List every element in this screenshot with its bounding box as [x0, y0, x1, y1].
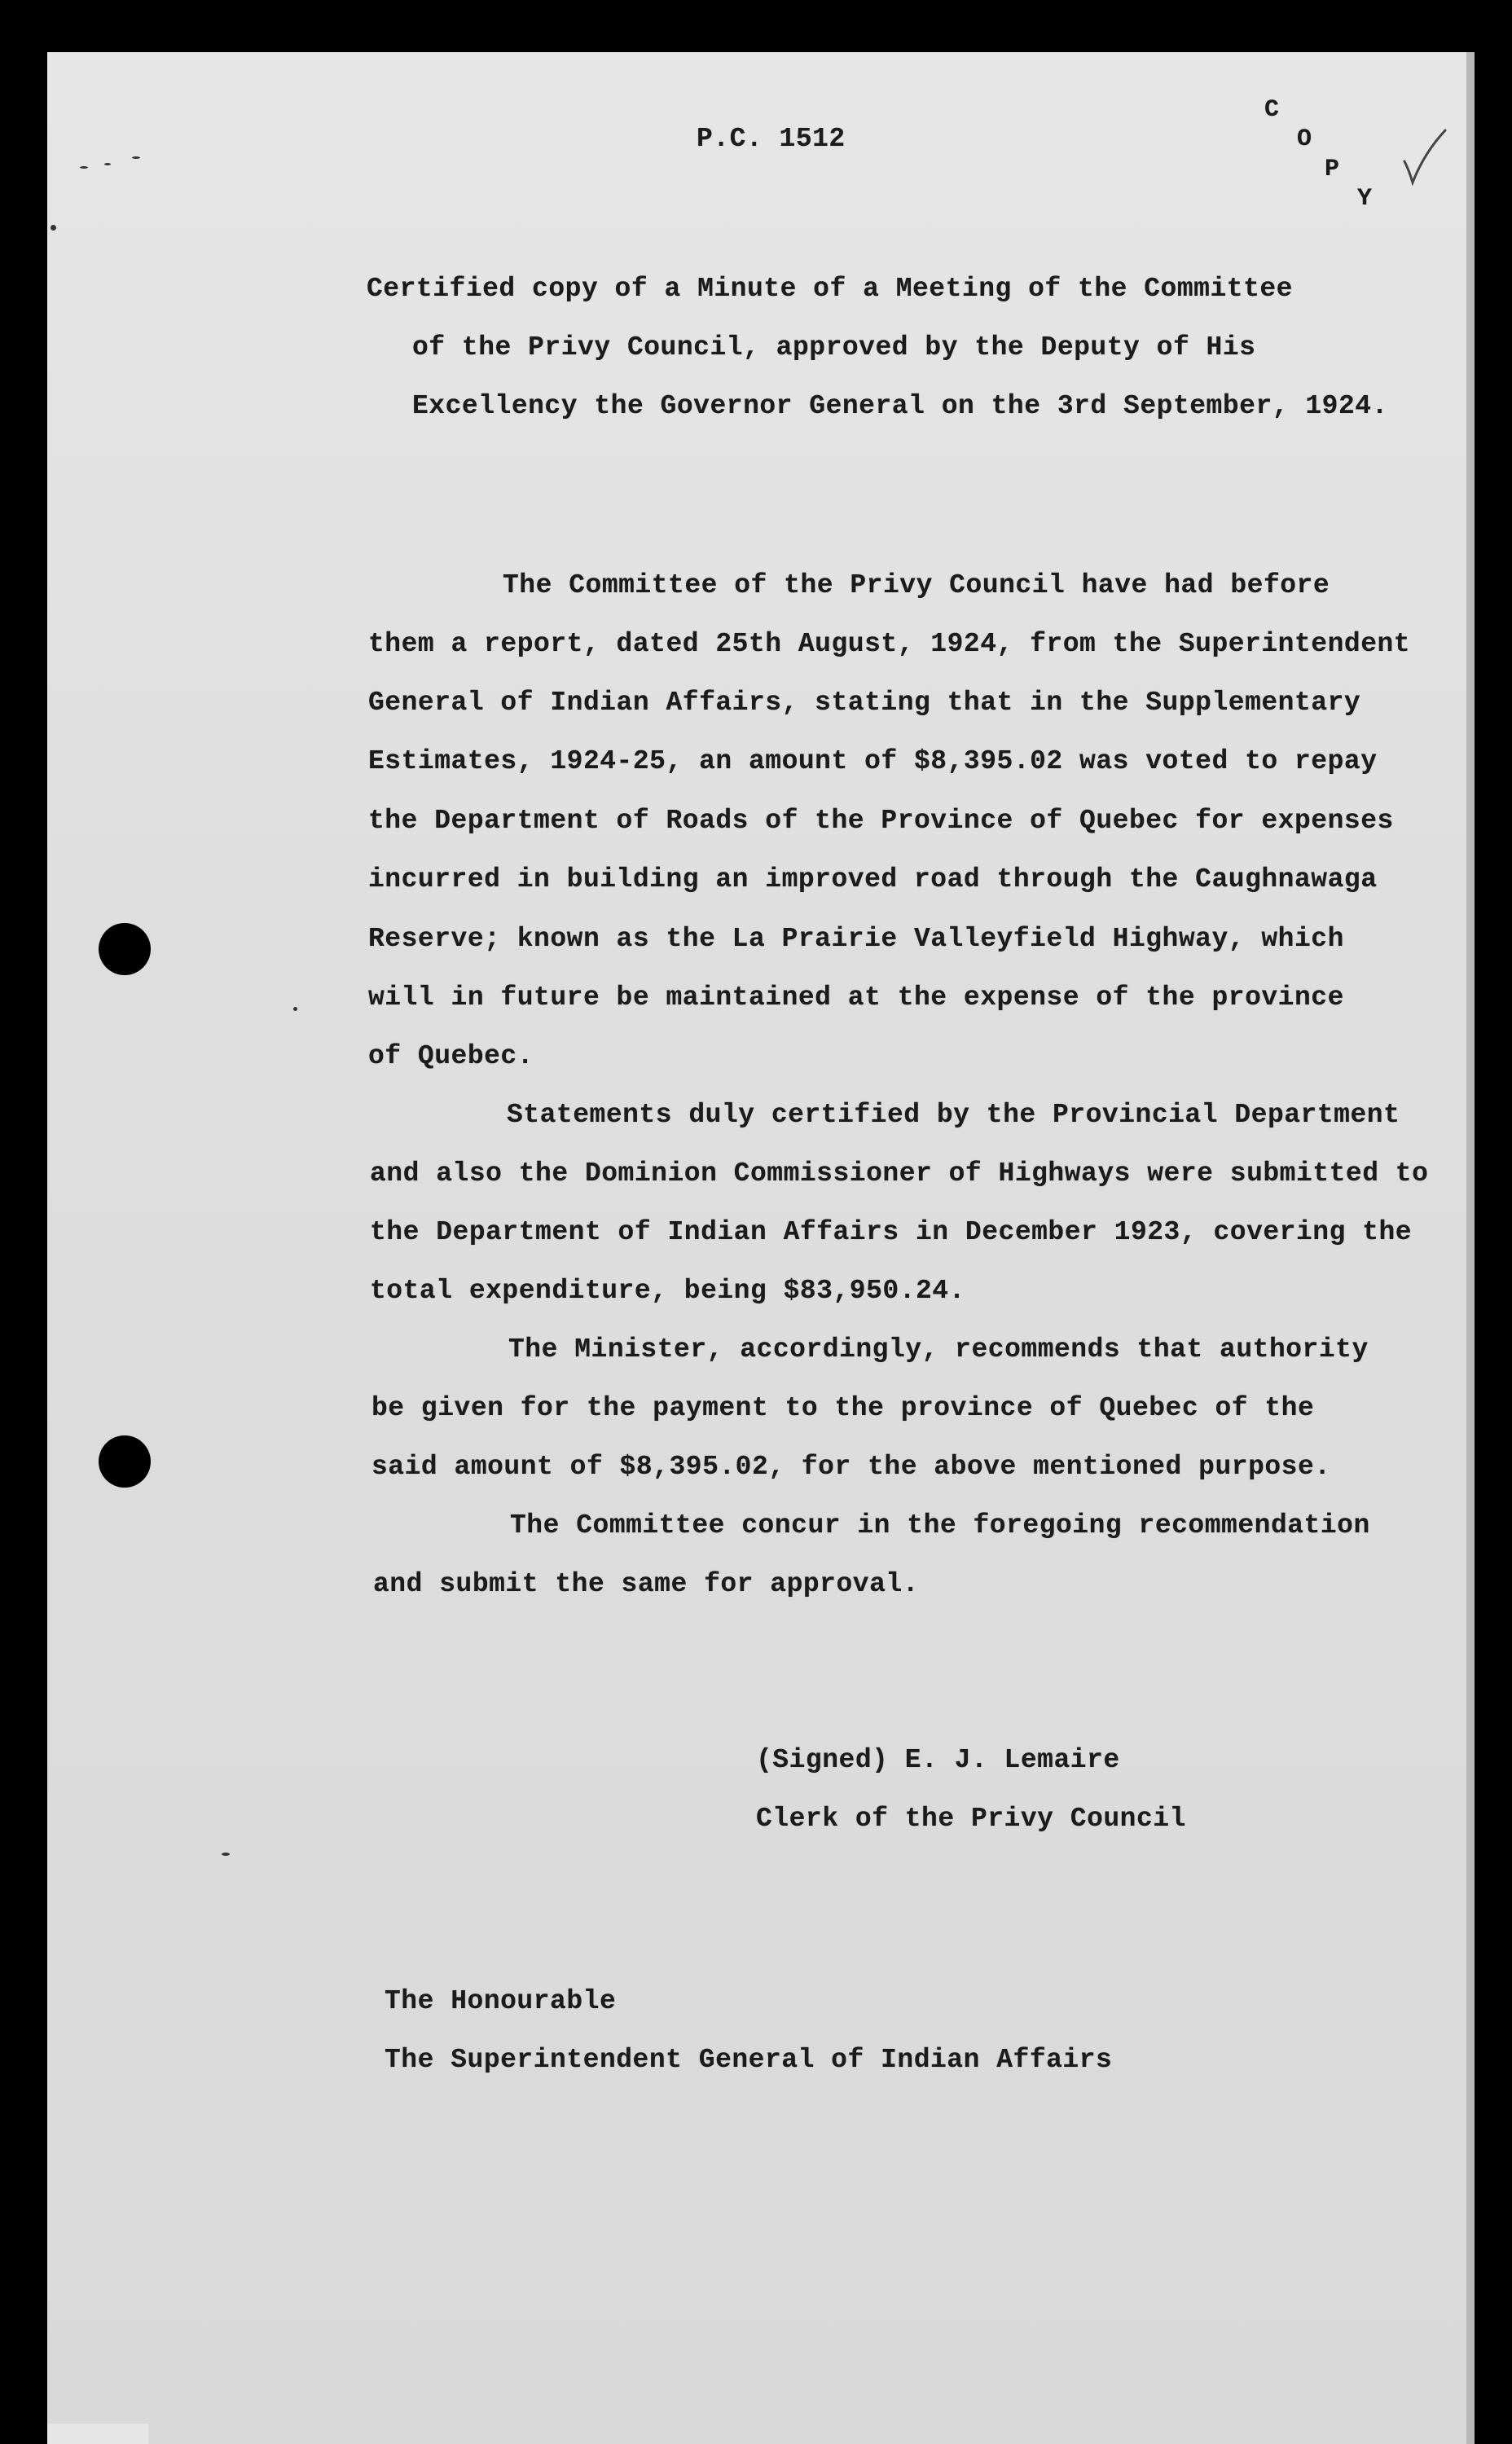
signatory-title: Clerk of the Privy Council — [756, 1804, 1186, 1834]
copy-stamp-letter: Y — [1357, 185, 1373, 213]
stray-mark — [293, 1007, 297, 1011]
minute-title-line: Certified copy of a Minute of a Meeting of the Committee — [367, 274, 1293, 304]
body-line: General of Indian Affairs, stating that in the Supplementary — [368, 688, 1361, 718]
body-line: Reserve; known as the La Prairie Valleyfield Highway, which — [368, 924, 1344, 954]
body-line: will in future be maintained at the expense of the province — [368, 982, 1344, 1013]
body-line: The Committee of the Privy Council have had before — [503, 570, 1330, 600]
body-line: of Quebec. — [368, 1041, 534, 1071]
minute-title-line: Excellency the Governor General on the 3rd September, 1924. — [412, 391, 1388, 421]
punch-hole — [99, 1435, 151, 1488]
signature-line: (Signed) E. J. Lemaire — [756, 1745, 1120, 1775]
stray-mark — [222, 1853, 230, 1856]
copy-stamp-letter: C — [1264, 96, 1280, 124]
page-corner-tab — [47, 2424, 148, 2444]
addressee-recipient: The Superintendent General of Indian Affairs — [385, 2045, 1113, 2075]
checkmark-icon — [1400, 129, 1448, 186]
body-line: Statements duly certified by the Provincial Department — [507, 1100, 1400, 1130]
stray-mark — [51, 225, 56, 231]
punch-hole — [99, 923, 151, 975]
body-line: and also the Dominion Commissioner of Highways were submitted to — [370, 1158, 1429, 1189]
addressee-salutation: The Honourable — [385, 1986, 617, 2016]
body-line: them a report, dated 25th August, 1924, from the Superintendent — [368, 629, 1411, 659]
body-line: be given for the payment to the province of Quebec of the — [371, 1393, 1315, 1423]
copy-stamp-letter: O — [1297, 125, 1312, 153]
minute-title-line: of the Privy Council, approved by the Deputy of His — [412, 332, 1256, 363]
body-line: The Committee concur in the foregoing recommendation — [510, 1510, 1370, 1541]
body-line: Estimates, 1924-25, an amount of $8,395.02 was voted to repay — [368, 746, 1378, 776]
body-line: The Minister, accordingly, recommends that authority — [508, 1334, 1369, 1365]
stray-mark — [104, 163, 111, 165]
body-line: the Department of Indian Affairs in December 1923, covering the — [370, 1217, 1413, 1247]
pc-reference-number: P.C. 1512 — [697, 124, 846, 154]
body-line: and submit the same for approval. — [373, 1569, 920, 1599]
copy-stamp-letter: P — [1325, 156, 1340, 183]
body-line: total expenditure, being $83,950.24. — [370, 1276, 965, 1306]
document-page — [47, 52, 1475, 2444]
body-line: the Department of Roads of the Province of Quebec for expenses — [368, 806, 1394, 836]
stray-mark — [132, 156, 140, 159]
stray-mark — [80, 166, 88, 169]
body-line: said amount of $8,395.02, for the above mentioned purpose. — [371, 1452, 1331, 1482]
body-line: incurred in building an improved road through the Caughnawaga — [368, 864, 1378, 895]
